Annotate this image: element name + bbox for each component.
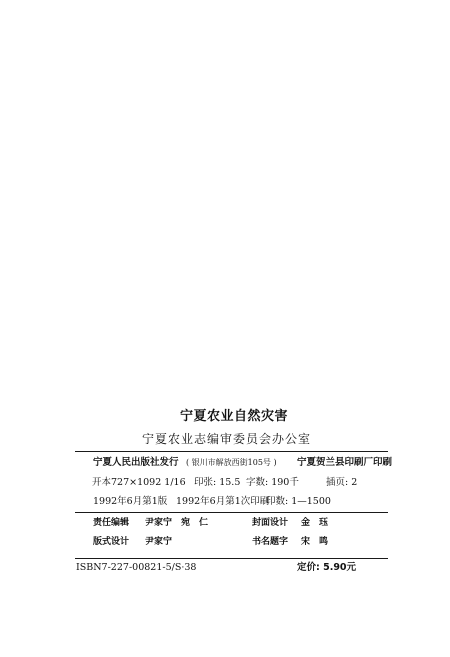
print-run: 印数: 1—1500 — [266, 496, 331, 507]
word-count: 字数: 190千 — [246, 477, 299, 488]
calligraphy-name: 宋 鸣 — [301, 537, 329, 547]
publisher-address: ( 银川市解放西街105号 ) — [186, 458, 277, 467]
cover-design-name: 金 珏 — [301, 518, 329, 528]
publisher: 宁夏人民出版社发行 — [93, 457, 179, 468]
isbn: ISBN7-227-00821-5/S·38 — [76, 562, 197, 573]
cover-design-label: 封面设计 — [252, 518, 289, 528]
plates: 插页: 2 — [326, 477, 358, 488]
price: 定价: 5.90元 — [297, 562, 357, 573]
author-line: 宁夏农业志编审委员会办公室 — [142, 432, 312, 446]
printing: 1992年6月第1次印刷 — [176, 496, 270, 507]
calligraphy-label: 书名题字 — [252, 537, 289, 547]
edition: 1992年6月第1版 — [93, 496, 168, 507]
book-title: 宁夏农业自然灾害 — [180, 409, 289, 424]
editor-label: 责任编辑 — [93, 518, 130, 528]
rule-top — [75, 451, 388, 452]
book-format: 开本727×1092 1/16 — [92, 477, 186, 488]
print-sheets: 印张: 15.5 — [194, 477, 241, 488]
editor-names: 尹家宁 宛 仁 — [145, 518, 209, 528]
layout-design-name: 尹家宁 — [145, 537, 173, 547]
layout-design-label: 版式设计 — [93, 537, 130, 547]
printer: 宁夏贺兰县印刷厂印刷 — [297, 457, 393, 468]
rule-middle — [75, 512, 388, 513]
rule-bottom — [75, 558, 388, 559]
